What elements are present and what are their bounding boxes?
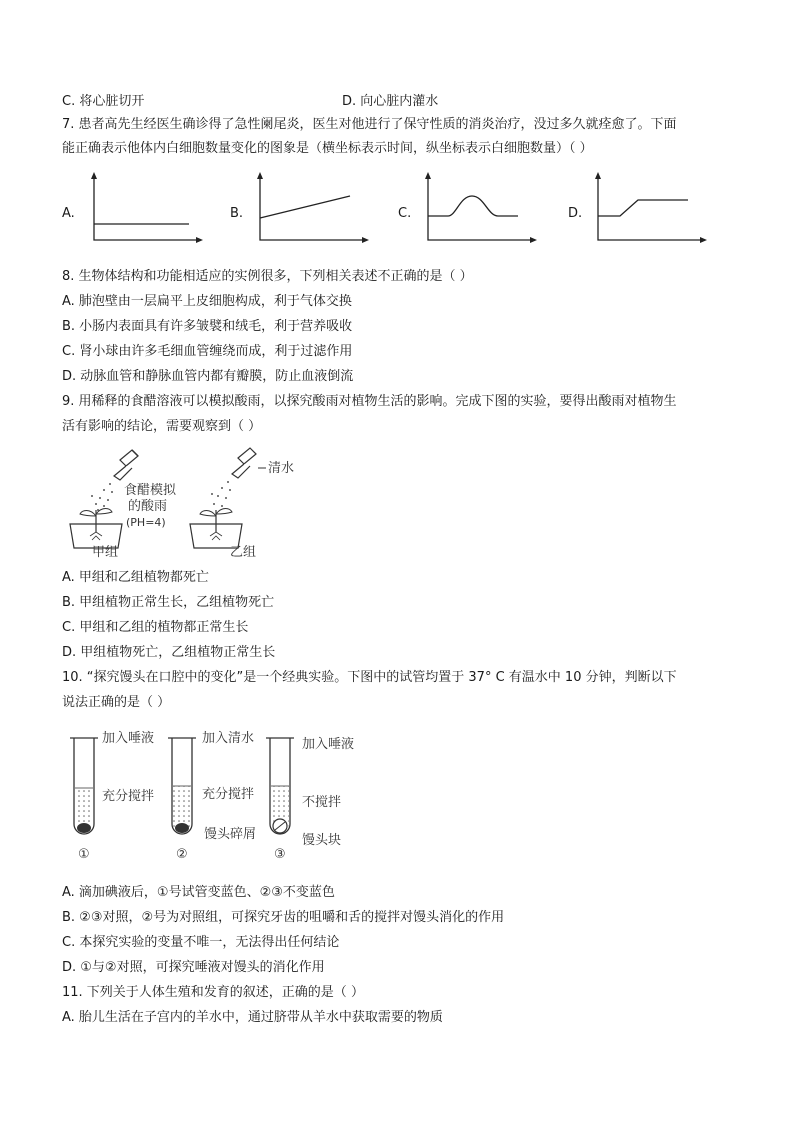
q10-stem-line2: 说法正确的是（ ） — [62, 695, 171, 710]
q7-graph-a — [62, 170, 212, 250]
q11-option-a: A. 胎儿生活在子宫内的羊水中，通过脐带从羊水中获取需要的物质 — [62, 1010, 443, 1025]
tube3-top-label: 加入唾液 — [302, 737, 355, 752]
q7-graph-d-plot — [588, 170, 708, 250]
tube3-mid-label: 不搅拌 — [302, 795, 342, 810]
q7-graph-b-plot — [250, 170, 370, 250]
plant-pot-left — [70, 509, 122, 549]
watering-can-icon-right — [232, 448, 256, 478]
q10-option-b: B. ②③对照，②号为对照组，可探究牙齿的咀嚼和舌的搅拌对馒头消化的作用 — [62, 910, 505, 925]
q10-option-a: A. 滴加碘液后，①号试管变蓝色、②③不变蓝色 — [62, 885, 335, 900]
tube1-mid-label: 充分搅拌 — [102, 789, 155, 804]
q7-graph-c-curve — [428, 196, 518, 216]
q6-option-c: C. 将心脏切开 — [62, 94, 145, 109]
q7-graph-a-label: A. — [62, 206, 75, 221]
q11-stem: 11. 下列关于人体生殖和发育的叙述，正确的是（ ） — [62, 985, 364, 1000]
water-label: 清水 — [268, 461, 295, 476]
q7-graph-c-label: C. — [398, 206, 412, 221]
q7-stem-line2: 能正确表示他体内白细胞数量变化的图象是（横坐标表示时间，纵坐标表示白细胞数量）（ ） — [62, 141, 593, 156]
water-drops — [211, 481, 231, 507]
q7-graph-a-plot — [84, 170, 204, 250]
q8-option-c: C. 肾小球由许多毛细血管缠绕而成，利于过滤作用 — [62, 344, 353, 359]
group-a-label: 甲组 — [92, 545, 119, 558]
tube3-number: ③ — [274, 847, 286, 862]
q8-stem: 8. 生物体结构和功能相适应的实例很多，下列相关表述不正确的是（ ） — [62, 269, 473, 284]
q7-graph-d-label: D. — [568, 206, 583, 221]
q7-graph-d-curve — [598, 200, 688, 216]
q8-option-b: B. 小肠内表面具有许多皱襞和绒毛，利于营养吸收 — [62, 319, 353, 334]
watering-can-icon-left — [114, 450, 138, 480]
q8-option-a: A. 肺泡壁由一层扁平上皮细胞构成，利于气体交换 — [62, 294, 352, 309]
q10-figure — [62, 724, 362, 864]
test-tube-3 — [266, 738, 294, 834]
q7-graph-b — [230, 170, 380, 250]
acid-rain-drops — [91, 483, 113, 511]
q7-graph-b-curve — [260, 196, 350, 218]
tube3-bottom-label: 馒头块 — [302, 833, 342, 848]
tube2-number: ② — [176, 847, 188, 862]
q7-graph-options — [62, 170, 742, 250]
q10-option-c: C. 本探究实验的变量不唯一，无法得出任何结论 — [62, 935, 340, 950]
acid-rain-label-3: (PH=4) — [126, 516, 166, 529]
acid-rain-label-1: 食醋模拟 — [124, 483, 177, 498]
q9-option-d: D. 甲组植物死亡，乙组植物正常生长 — [62, 645, 276, 660]
q9-option-b: B. 甲组植物正常生长，乙组植物死亡 — [62, 595, 275, 610]
tube2-mid-label: 充分搅拌 — [202, 787, 255, 802]
q9-stem-line1: 9. 用稀释的食醋溶液可以模拟酸雨，以探究酸雨对植物生活的影响。完成下图的实验，要得出酸雨对植物生 — [62, 394, 677, 409]
q9-stem-line2: 活有影响的结论，需要观察到（ ） — [62, 419, 262, 434]
q10-stem-line1: 10. “探究馒头在口腔中的变化”是一个经典实验。下图中的试管均置于 37° C 有温水中 10 分钟，判断以下 — [62, 670, 677, 685]
q9-option-a: A. 甲组和乙组植物都死亡 — [62, 570, 209, 585]
test-tube-2 — [168, 738, 196, 834]
test-tube-1 — [70, 738, 98, 834]
q10-option-d: D. ①与②对照，可探究唾液对馒头的消化作用 — [62, 960, 325, 975]
q6-option-d: D. 向心脏内灌水 — [342, 94, 439, 109]
q8-option-d: D. 动脉血管和静脉血管内都有瓣膜，防止血液倒流 — [62, 369, 354, 384]
q7-graph-c-plot — [418, 170, 538, 250]
acid-rain-label-2: 的酸雨 — [128, 499, 168, 514]
q7-graph-b-label: B. — [230, 206, 244, 221]
group-b-label: 乙组 — [230, 545, 257, 558]
q6-options-row — [62, 90, 742, 110]
plant-pot-right — [190, 509, 242, 549]
tube1-number: ① — [78, 847, 90, 862]
tube2-bottom-label: 馒头碎屑 — [204, 827, 257, 842]
q7-stem-line1: 7. 患者高先生经医生确诊得了急性阑尾炎，医生对他进行了保守性质的消炎治疗，没过多久就痊愈了。下面 — [62, 117, 677, 132]
q9-figure — [62, 446, 302, 558]
q7-graph-d — [568, 170, 728, 250]
tube1-top-label: 加入唾液 — [102, 731, 155, 746]
q7-graph-c — [398, 170, 558, 250]
q9-option-c: C. 甲组和乙组的植物都正常生长 — [62, 620, 249, 635]
tube2-top-label: 加入清水 — [202, 731, 255, 746]
